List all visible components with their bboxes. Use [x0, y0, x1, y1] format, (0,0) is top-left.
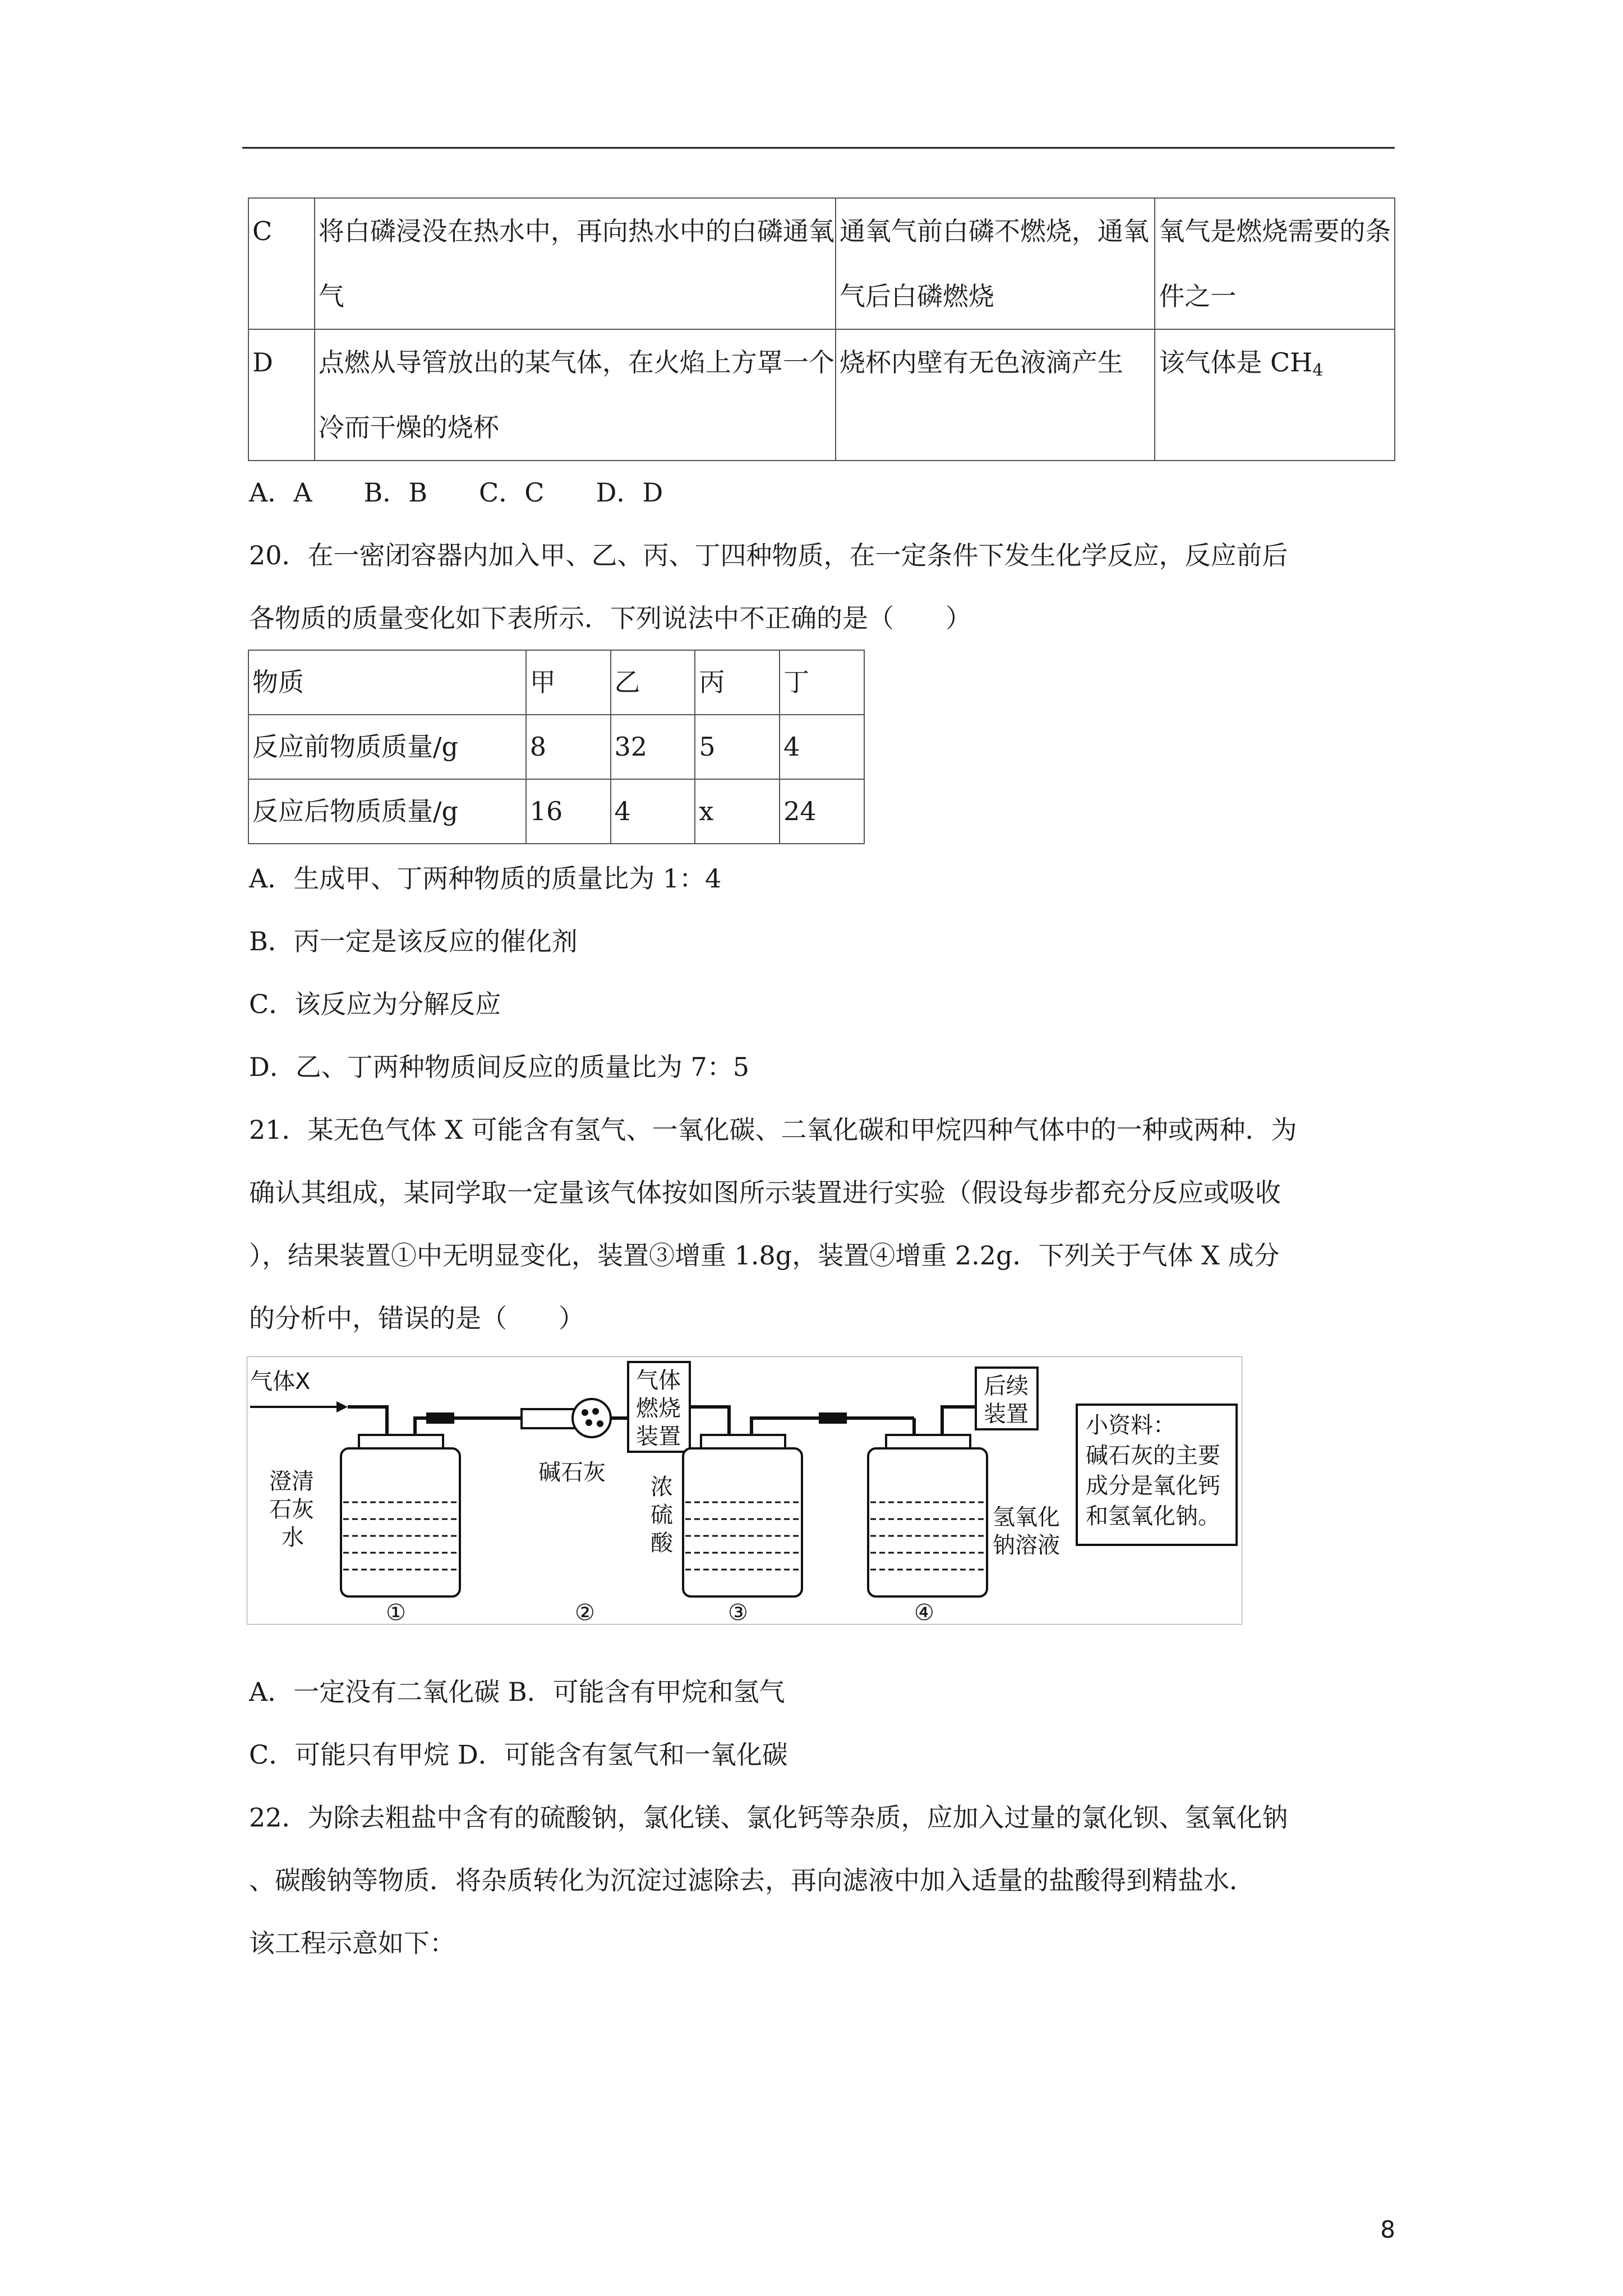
- bottle3-label-line3: 酸: [651, 1530, 673, 1556]
- table-cell: 4: [611, 779, 695, 844]
- q21-choices-line2: C．可能只有甲烷 D．可能含有氢气和一氧化碳: [249, 1740, 788, 1770]
- header-cell: 物质: [248, 650, 526, 715]
- info-line4: 和氢氧化钠。: [1086, 1503, 1220, 1529]
- bottle1-label-line1: 澄清: [269, 1469, 314, 1494]
- table-cell: 4: [780, 715, 864, 779]
- bottle3-label-line2: 硫: [651, 1502, 673, 1528]
- info-line1: 小资料：: [1086, 1412, 1175, 1438]
- q21-stem-line2: 确认其组成，某同学取一定量该气体按如图所示装置进行实验（假设每步都充分反应或吸收: [249, 1177, 1281, 1208]
- header-cell: 丙: [695, 650, 780, 715]
- device-number-3: ③: [728, 1600, 748, 1625]
- table-row: [248, 329, 1395, 461]
- bottle1-label-line3: 水: [282, 1525, 304, 1550]
- q20-stem-line1: 20．在一密闭容器内加入甲、乙、丙、丁四种物质，在一定条件下发生化学反应，反应前后: [249, 540, 1288, 570]
- table-cell: 5: [695, 715, 780, 779]
- q20-choice-d: D．乙、丁两种物质间反应的质量比为 7：5: [249, 1052, 750, 1082]
- q21-stem-line4: 的分析中，错误的是（ ）: [249, 1303, 584, 1333]
- burner-label-line3: 装置: [636, 1424, 681, 1450]
- drying-tube-bulb: [573, 1399, 611, 1437]
- bottle4-label-line1: 氢氧化: [993, 1504, 1060, 1530]
- q20-choice-a: A．生成甲、丁两种物质的质量比为 1：4: [249, 863, 722, 894]
- table-cell: 32: [611, 715, 695, 779]
- bottle-3: [683, 1435, 802, 1596]
- header-cell: 丁: [780, 650, 864, 715]
- q21-stem-line3: ），结果装置①中无明显变化，装置③增重 1.8g，装置④增重 2.2g．下列关于气体 X 成分: [249, 1240, 1280, 1271]
- drying-tube-body: [522, 1409, 575, 1428]
- header-cell: 甲: [526, 650, 611, 715]
- operation-cell: 点燃从导管放出的某气体，在火焰上方罩一个冷而干燥的烧杯: [315, 329, 836, 461]
- operation-cell: 将白磷浸没在热水中，再向热水中的白磷通氧气: [315, 198, 836, 329]
- table-row: [248, 715, 864, 779]
- table-cell: 反应前物质质量/g: [248, 715, 526, 779]
- q19-choices: A．A B．B C．C D．D: [249, 477, 663, 508]
- option-cell: C: [248, 198, 315, 329]
- table-cell: 16: [526, 779, 611, 844]
- conclusion-cell: 氧气是燃烧需要的条件之一: [1155, 198, 1395, 329]
- burner-label-line1: 气体: [636, 1368, 681, 1393]
- followup-label-line1: 后续: [984, 1373, 1029, 1399]
- q22-stem-line1: 22．为除去粗盐中含有的硫酸钠，氯化镁、氯化钙等杂质，应加入过量的氯化钡、氢氧化钠: [249, 1802, 1288, 1833]
- q22-stem-line2: 、碳酸钠等物质．将杂质转化为沉淀过滤除去，再向滤液中加入适量的盐酸得到精盐水．: [249, 1865, 1255, 1895]
- info-line3: 成分是氧化钙: [1086, 1473, 1220, 1499]
- conclusion-cell: 该气体是 $CH_4$: [1155, 329, 1395, 461]
- page-number: 8: [1380, 2216, 1395, 2243]
- followup-label-line2: 装置: [984, 1401, 1029, 1427]
- bottle4-label-line2: 钠溶液: [993, 1533, 1060, 1558]
- rubber-connector: [426, 1412, 454, 1424]
- bottle1-label-line2: 石灰: [269, 1497, 314, 1522]
- table-cell: 8: [526, 715, 611, 779]
- rubber-connector: [819, 1412, 847, 1424]
- phenomenon-cell: 烧杯内壁有无色液滴产生: [836, 329, 1155, 461]
- arrow-head-icon: [336, 1401, 348, 1412]
- option-cell: D: [248, 329, 315, 461]
- q21-stem-line1: 21．某无色气体 X 可能含有氢气、一氧化碳、二氧化碳和甲烷四种气体中的一种或两种．为: [249, 1115, 1297, 1145]
- q20-choice-c: C．该反应为分解反应: [249, 989, 501, 1019]
- q20-table: [248, 650, 865, 844]
- device-number-1: ①: [386, 1600, 406, 1625]
- q22-stem-line3: 该工程示意如下：: [249, 1928, 455, 1958]
- table-row: [248, 198, 1395, 329]
- q21-choices-line1: A．一定没有二氧化碳 B．可能含有甲烷和氢气: [249, 1677, 785, 1707]
- phenomenon-cell: 通氧气前白磷不燃烧，通氧气后白磷燃烧: [836, 198, 1155, 329]
- soda-lime-label: 碱石灰: [538, 1460, 606, 1485]
- q20-choice-b: B．丙一定是该反应的催化剂: [249, 926, 578, 956]
- bottle-4: [868, 1435, 987, 1596]
- table-cell: 反应后物质质量/g: [248, 779, 526, 844]
- q20-stem-line2: 各物质的质量变化如下表所示．下列说法中不正确的是（ ）: [249, 603, 971, 633]
- burner-label-line2: 燃烧: [636, 1396, 681, 1421]
- gas-x-label: 气体X: [250, 1369, 311, 1395]
- device-number-4: ④: [914, 1600, 934, 1625]
- header-cell: 乙: [611, 650, 695, 715]
- table-cell: x: [695, 779, 780, 844]
- device-number-2: ②: [575, 1600, 595, 1625]
- q21-apparatus-figure: [247, 1356, 1242, 1625]
- table-cell: 24: [780, 779, 864, 844]
- bottle3-label-line1: 浓: [651, 1474, 673, 1500]
- table-header-row: [248, 650, 864, 715]
- header-rule: [242, 147, 1395, 149]
- q19-table: [248, 197, 1395, 461]
- info-line2: 碱石灰的主要: [1086, 1443, 1220, 1469]
- table-row: [248, 779, 864, 844]
- bottle-1: [341, 1435, 460, 1596]
